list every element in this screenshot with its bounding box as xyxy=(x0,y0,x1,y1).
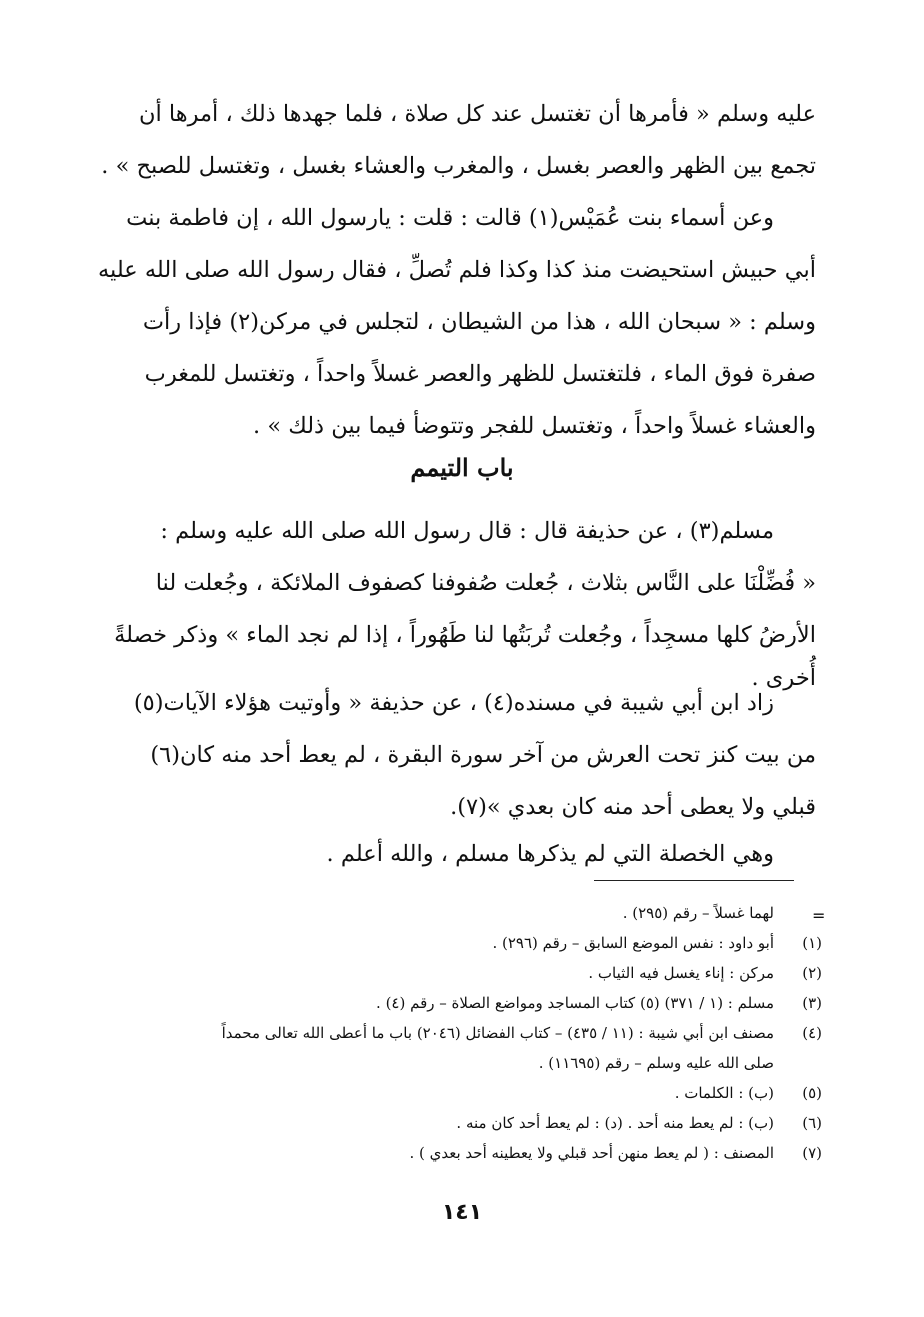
footnote-item xyxy=(102,988,822,1018)
footnote-text: مركن : إناء يغسل فيه الثياب . xyxy=(588,964,774,982)
footnote-number: (٧) xyxy=(802,1144,822,1162)
text-line: مسلم(٣) ، عن حذيفة قال : قال رسول الله صلى الله عليه وسلم : xyxy=(160,518,774,544)
footnote-number: (٣) xyxy=(802,994,822,1012)
section-heading: باب التيمم xyxy=(410,453,514,482)
paragraph-4 xyxy=(110,677,816,833)
footnote-text: المصنف : ( لم يعط منهن أحد قبلي ولا يعطينه أحد بعدي ) . xyxy=(409,1144,774,1162)
footnote-number: (٥) xyxy=(802,1084,822,1102)
footnote-separator xyxy=(594,880,794,881)
footnote-text: أبو داود : نفس الموضع السابق – رقم (٢٩٦) . xyxy=(492,934,774,952)
footnote-item xyxy=(102,1078,822,1108)
footnote-text: لهما غسلاً – رقم (٢٩٥) . xyxy=(622,904,774,922)
text-line: والعشاء غسلاً واحداً ، وتغتسل للفجر وتتوضأ فيما بين ذلك » . xyxy=(253,413,816,439)
paragraph-1 xyxy=(101,88,816,192)
continuation-mark: = xyxy=(812,906,826,925)
footnote-item xyxy=(102,898,822,928)
text-line: وهي الخصلة التي لم يذكرها مسلم ، والله أعلم . xyxy=(326,841,774,867)
paragraph-2 xyxy=(97,192,816,452)
footnote-item xyxy=(102,928,822,958)
footnote-item xyxy=(102,958,822,988)
footnote-item xyxy=(102,1018,822,1048)
text-line: « فُضِّلْنَا على النَّاس بثلاث ، جُعلت صُفوفنا كصفوف الملائكة ، وجُعلت لنا xyxy=(155,570,816,596)
paragraph-5 xyxy=(110,828,816,880)
text-line: من بيت كنز تحت العرش من آخر سورة البقرة ، لم يعط أحد منه كان(٦) xyxy=(150,742,816,768)
text-line: وعن أسماء بنت عُمَيْس(١) قالت : قلت : يارسول الله ، إن فاطمة بنت xyxy=(126,205,774,231)
footnote-text: مسلم : (١ / ٣٧١) (٥) كتاب المساجد ومواضع الصلاة – رقم (٤) . xyxy=(376,994,774,1012)
paragraph-3 xyxy=(110,505,816,695)
footnote-number: (٤) xyxy=(802,1024,822,1042)
footnote-number: (٦) xyxy=(802,1114,822,1132)
footnote-item xyxy=(102,1138,822,1168)
text-line: أبي حبيش استحيضت منذ كذا وكذا فلم تُصلِّ ، فقال رسول الله صلى الله عليه xyxy=(97,257,816,283)
footnote-text: مصنف ابن أبي شيبة : (١١ / ٤٣٥) – كتاب الفضائل (٢٠٤٦) باب ما أعطى الله تعالى محمداً xyxy=(221,1024,774,1042)
text-line: قبلي ولا يعطى أحد منه كان بعدي »(٧). xyxy=(450,794,816,820)
text-line: تجمع بين الظهر والعصر بغسل ، والمغرب والعشاء بغسل ، وتغتسل للصبح » . xyxy=(101,153,816,179)
text-line: زاد ابن أبي شيبة في مسنده(٤) ، عن حذيفة « وأوتيت هؤلاء الآيات(٥) xyxy=(133,690,774,716)
footnotes xyxy=(102,898,822,1168)
text-line: وسلم : « سبحان الله ، هذا من الشيطان ، لتجلس في مركن(٢) فإذا رأت xyxy=(142,309,816,335)
footnote-text: (ب) : لم يعط منه أحد . (د) : لم يعط أحد كان منه . xyxy=(456,1114,774,1132)
text-line: صفرة فوق الماء ، فلتغتسل للظهر والعصر غسلاً واحداً ، وتغتسل للمغرب xyxy=(144,361,816,387)
footnote-text: (ب) : الكلمات . xyxy=(674,1084,774,1102)
footnote-item xyxy=(102,1108,822,1138)
text-line: عليه وسلم « فأمرها أن تغتسل عند كل صلاة ، فلما جهدها ذلك ، أمرها أن xyxy=(138,101,816,127)
text-line: أُخرى . xyxy=(751,665,816,691)
footnote-number: (٢) xyxy=(802,964,822,982)
page-number: ١٤١ xyxy=(441,1200,483,1225)
footnote-continuation: صلى الله عليه وسلم – رقم (١١٦٩٥) . xyxy=(538,1054,774,1072)
text-line: الأرضُ كلها مسجِداً ، وجُعلت تُربَتُها لنا طَهُوراً ، إذا لم نجد الماء » وذكر خصلةً xyxy=(114,622,816,648)
footnote-number: (١) xyxy=(802,934,822,952)
